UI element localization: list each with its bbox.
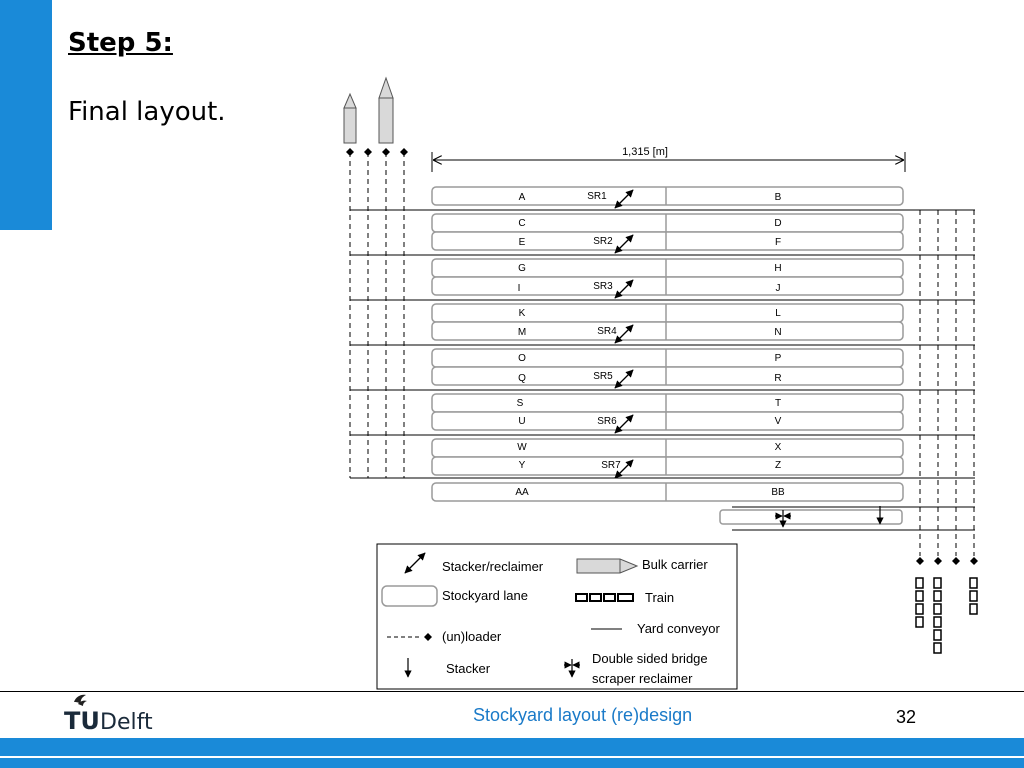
lane-13 [432, 457, 903, 475]
sr-label: SR7 [601, 460, 621, 471]
legend-bridge-label-line2: scraper reclaimer [592, 671, 693, 686]
legend-stacker-reclaimer-label: Stacker/reclaimer [442, 559, 544, 574]
flame-icon [74, 695, 87, 706]
lane-label-left: C [518, 218, 526, 229]
lane-label-left: E [518, 237, 526, 248]
right-loader-diamonds [916, 557, 978, 565]
lane-label-left: W [517, 442, 527, 453]
legend-yard-conveyor-label: Yard conveyor [637, 621, 720, 636]
legend-stockyard-lane-label: Stockyard lane [442, 588, 528, 603]
trains [916, 578, 977, 653]
left-unloaders [350, 152, 404, 478]
lane-label-right: F [774, 237, 782, 248]
lane-5 [432, 277, 903, 295]
sr-label: SR1 [587, 191, 607, 202]
bottom-bar-stripe [0, 756, 1024, 758]
lane-label-left: M [517, 327, 527, 338]
bulk-carrier-large [379, 78, 393, 143]
lane-2 [432, 214, 903, 232]
lane-label-left: S [516, 398, 524, 409]
legend-bulk-carrier-label: Bulk carrier [642, 557, 708, 572]
lane-label-right: T [774, 398, 782, 409]
bottom-accent-bar [0, 738, 1024, 768]
lane-9 [432, 367, 903, 385]
lane-label-right: R [774, 373, 782, 384]
lane-6 [432, 304, 903, 322]
lane-4 [432, 259, 903, 277]
right-loaders [920, 210, 974, 556]
lane-label-left: AA [515, 487, 529, 498]
legend-stacker-label: Stacker [446, 661, 491, 676]
lane-10 [432, 394, 903, 412]
logo-tu: TU [64, 707, 100, 735]
legend-unloader-label: (un)loader [442, 629, 502, 644]
legend-stockyard-lane-icon [382, 586, 437, 606]
legend [377, 544, 737, 689]
lane-label-right: BB [771, 487, 785, 498]
legend-train-label: Train [645, 590, 675, 605]
lane-3 [432, 232, 903, 250]
lane-label-right: D [774, 218, 782, 229]
lane-14 [432, 483, 903, 501]
dimension-line [432, 152, 905, 172]
lane-label-right: B [774, 192, 782, 203]
dimension-label: 1,315 [m] [622, 146, 668, 158]
sr-label: SR3 [593, 281, 613, 292]
left-unloader-diamonds [346, 148, 408, 156]
legend-bridge-label-line1: Double sided bridge [592, 651, 708, 666]
lane-label-left: Q [518, 373, 526, 384]
lane-label-right: J [775, 283, 781, 294]
lane-label-right: H [774, 263, 782, 274]
train-2 [934, 578, 941, 653]
train-3 [970, 578, 977, 614]
lane-11 [432, 412, 903, 430]
footer-title: Stockyard layout (re)design [473, 705, 693, 725]
step-title: Step 5: [68, 28, 173, 58]
lane-8 [432, 349, 903, 367]
lane-15 [720, 510, 902, 524]
sr-label: SR6 [597, 416, 617, 427]
stockyard-lanes [432, 187, 903, 524]
lane-12 [432, 439, 903, 457]
lane-label-left: G [518, 263, 526, 274]
lane-1 [432, 187, 903, 205]
legend-train-icon [576, 594, 633, 601]
train-1 [916, 578, 923, 627]
lane-label-left: Y [518, 460, 526, 471]
lane-label-right: N [774, 327, 782, 338]
lane-label-right: V [774, 416, 782, 427]
lane-label-left: A [518, 192, 526, 203]
page-number: 32 [896, 707, 917, 727]
lane-label-right: Z [774, 460, 782, 471]
lane-label-left: I [517, 283, 521, 294]
logo-delft: Delft [100, 710, 153, 735]
sr-label: SR2 [593, 236, 613, 247]
lane-7 [432, 322, 903, 340]
sr-label: SR4 [597, 326, 617, 337]
sr-label: SR5 [593, 371, 613, 382]
lane-label-right: X [774, 442, 782, 453]
lane-label-right: L [775, 308, 781, 319]
slide-subtitle: Final layout. [68, 97, 226, 127]
bulk-carrier-small [344, 94, 356, 143]
lane-label-left: K [518, 308, 526, 319]
lane-label-left: U [518, 416, 526, 427]
lane-label-right: P [774, 353, 782, 364]
tu-delft-logo [64, 692, 174, 736]
lane-label-left: O [518, 353, 526, 364]
